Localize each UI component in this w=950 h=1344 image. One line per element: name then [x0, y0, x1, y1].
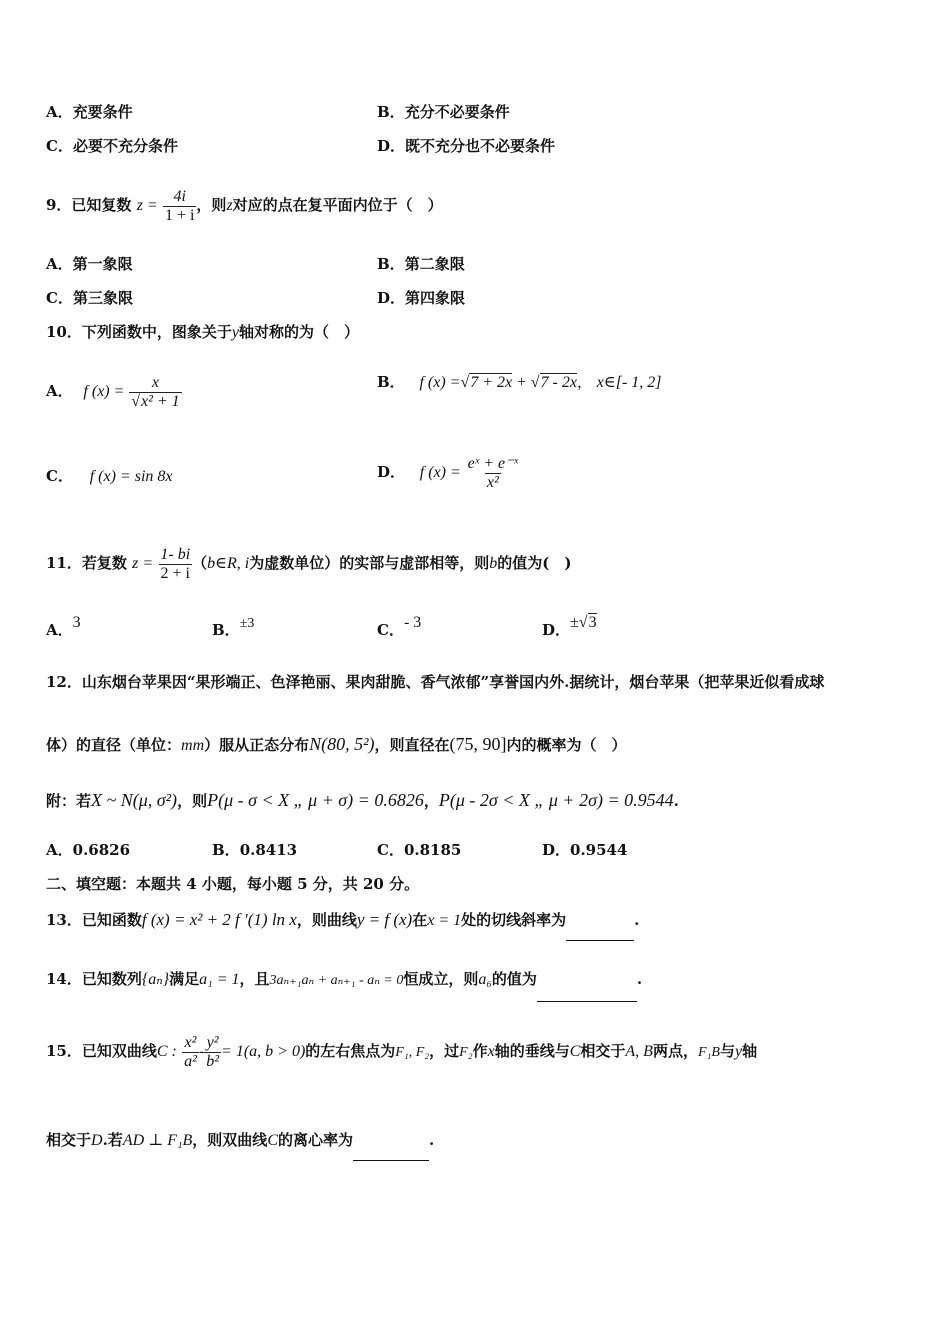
q10-a-fraction: $\frac{x}{\text{√x² + 1}}$ [131, 373, 180, 410]
section-2-heading: 二、填空题：本题共 4 小题，每小题 5 分，共 20 分。 [46, 875, 420, 893]
q9-option-a: A．第一象限 [46, 255, 133, 273]
q15-answer-blank[interactable] [353, 1144, 429, 1161]
q9-fraction: $\frac{4i}{1 + i}$ [164, 187, 195, 224]
q9-option-b: B．第二象限 [377, 255, 465, 273]
q9-option-c: C．第三象限 [46, 289, 133, 307]
question-13: 13．已知函数f (x) = x² + 2 f ′(1) ln x，则曲线y = f (x)在x = 1处的切线斜率为 . [46, 900, 639, 941]
question-15-line-1: 15．已知双曲线C : $\frac{\text{x²}}{\text{a²}}$ - $\frac{\text{y²}}{\text{b²}}$ = 1(a, b > 0)的左右焦点为F₁, F₂，过F₂作x轴的垂线与C相交于A, B两点，F₁B与y轴 [46, 1033, 758, 1070]
q11-option-d: D．±√3 [542, 614, 597, 639]
question-11-stem: 11．若复数 z = $\frac{1- bi}{2 + i}$ （b∈R, i为虚数单位）的实部与虚部相等，则b的值为( ) [46, 545, 572, 582]
q8-option-d: D．既不充分也不必要条件 [377, 137, 556, 155]
question-14: 14．已知数列{aₙ}满足a₁ = 1，且3aₙ₊₁aₙ + aₙ₊₁ - aₙ = 0恒成立，则a₆的值为 . [46, 958, 642, 1002]
q15-fraction-y: $\frac{\text{y²}}{\text{b²}}$ [206, 1033, 220, 1070]
q12-option-c: C．0.8185 [377, 841, 462, 859]
q10-option-c: C． f (x) = sin 8x [46, 467, 173, 485]
q11-option-b: B．±3 [212, 616, 255, 639]
q13-answer-blank[interactable] [566, 924, 634, 941]
q10-option-a: A． f (x) = $\frac{x}{\text{√x² + 1}}$ [46, 373, 180, 410]
q11-option-c: C．- 3 [377, 614, 422, 639]
q12-option-d: D．0.9544 [542, 841, 628, 859]
q10-d-fraction: $\frac{\text{eˣ + e⁻ˣ}}{\text{x²}}$ [467, 454, 519, 491]
q12-option-b: B．0.8413 [212, 841, 298, 859]
q12-option-a: A．0.6826 [46, 841, 131, 859]
q8-option-c: C．必要不充分条件 [46, 137, 178, 155]
question-15-line-2: 相交于D.若AD ⊥ F₁B，则双曲线C的离心率为 . [46, 1120, 434, 1161]
q14-answer-blank[interactable] [537, 985, 637, 1002]
q8-option-a: A．充要条件 [46, 103, 133, 121]
question-12-line-1: 12．山东烟台苹果因“果形端正、色泽艳丽、果肉甜脆、香气浓郁”享誉国内外.据统计，烟台苹果（把苹果近似看成球 [46, 673, 825, 691]
q11-fraction: $\frac{1- bi}{2 + i}$ [160, 545, 191, 582]
question-10-stem: 10．下列函数中，图象关于y轴对称的为（ ） [46, 323, 360, 341]
q10-option-b: B． f (x) =√7 + 2x + √7 - 2x， x∈[- 1, 2] [377, 373, 662, 391]
q10-option-d: D． f (x) = $\frac{\text{eˣ + e⁻ˣ}}{\text{x²}}$ [377, 454, 519, 491]
question-9-stem: 9．已知复数 z = $\frac{4i}{1 + i}$ ，则z对应的点在复平面内位于（ ） [46, 187, 443, 224]
question-12-line-2: 体）的直径（单位：mm）服从正态分布N(80, 5²)，则直径在(75, 90]内的概率为（ ） [46, 734, 627, 754]
q9-option-d: D．第四象限 [377, 289, 466, 307]
question-12-line-3: 附：若X ~ N(μ, σ²)，则P(μ - σ < X „ μ + σ) = 0.6826，P(μ - 2σ < X „ μ + 2σ) = 0.9544. [46, 790, 679, 810]
q8-option-b: B．充分不必要条件 [377, 103, 510, 121]
q11-option-a: A．3 [46, 614, 81, 639]
q15-fraction-x: $\frac{\text{x²}}{\text{a²}}$ [184, 1033, 197, 1070]
